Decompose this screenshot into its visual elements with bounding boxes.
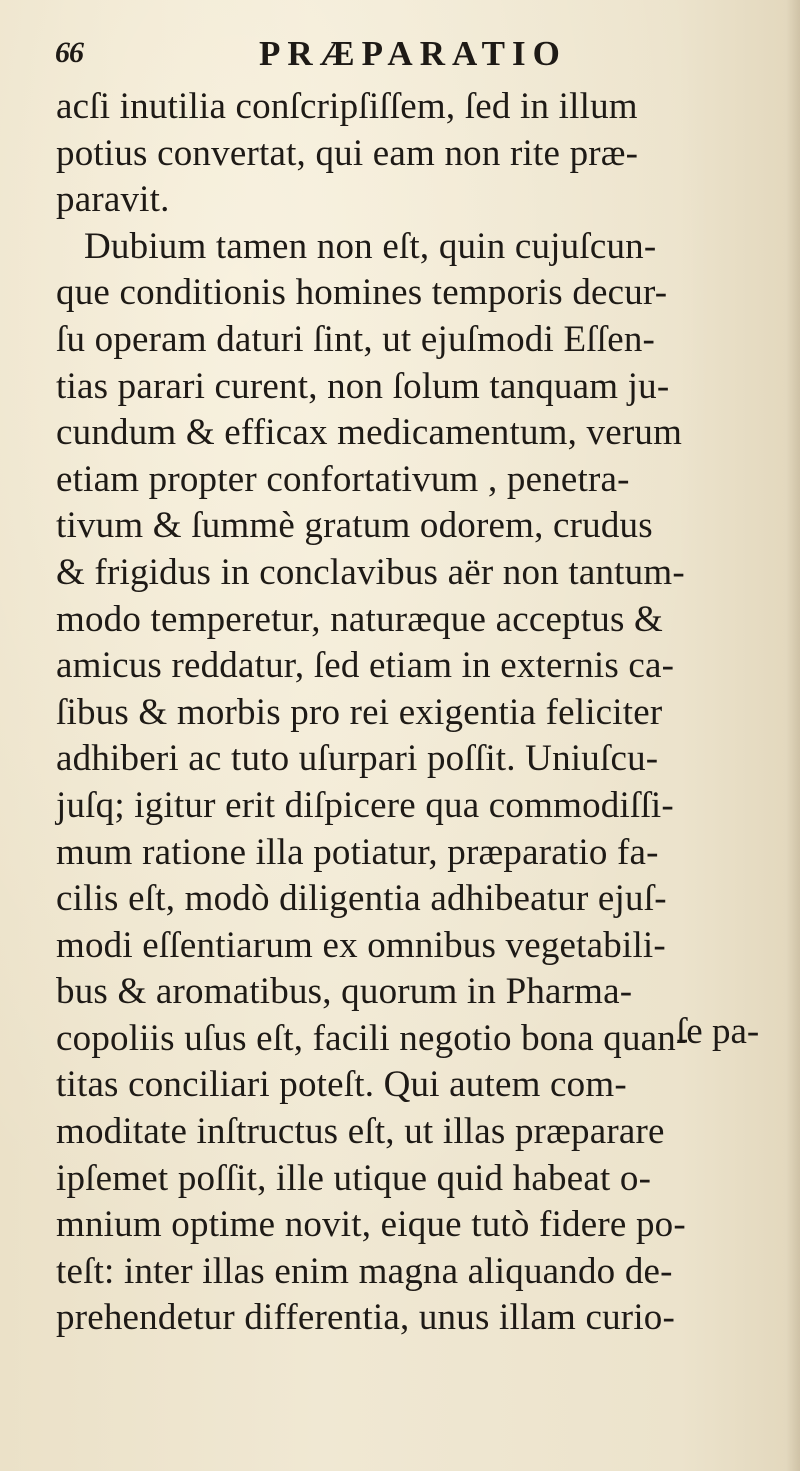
text-line: modi eſſentiarum ex omnibus vegetabili- xyxy=(56,924,666,966)
text-line: ſu operam daturi ſint, ut ejuſmodi Eſſen- xyxy=(56,318,656,360)
catchword: ſe pa- xyxy=(676,1011,760,1052)
text-line: titas conciliari poteſt. Qui autem com- xyxy=(56,1064,627,1106)
text-line: acſi inutilia conſcripſiſſem, ſed in illum xyxy=(56,86,638,127)
text-line: moditate inſtructus eſt, ut illas præparare xyxy=(56,1111,665,1153)
page-edge-shadow xyxy=(786,0,800,1471)
text-line: cilis eſt, modò diligentia adhibeatur ejuſ- xyxy=(56,878,667,920)
running-head: PRÆPARATIO xyxy=(259,34,567,73)
text-line: cundum & efficax medicamentum, verum xyxy=(56,412,683,454)
text-line: potius convertat, qui eam non rite præ- xyxy=(56,132,639,174)
text-line: & frigidus in conclavibus aër non tantum- xyxy=(56,551,685,593)
text-line: juſq; igitur erit diſpicere qua commodiſſi- xyxy=(56,784,674,826)
text-line: prehendetur differentia, unus illam curio- xyxy=(56,1297,676,1339)
text-line: modo temperetur, naturæque acceptus & xyxy=(56,598,663,640)
page-number: 66 xyxy=(55,36,83,69)
text-line: amicus reddatur, ſed etiam in externis ca- xyxy=(56,645,675,687)
text-line: ipſemet poſſit, ille utique quid habeat o- xyxy=(56,1157,652,1199)
text-line: tias parari curent, non ſolum tanquam ju- xyxy=(56,365,670,407)
text-line: bus & aromatibus, quorum in Pharma- xyxy=(56,971,633,1013)
text-line: adhiberi ac tuto uſurpari poſſit. Uniuſcu- xyxy=(56,738,659,780)
text-line: teſt: inter illas enim magna aliquando de- xyxy=(56,1250,673,1292)
text-line: mum ratione illa potiatur, præparatio fa- xyxy=(56,831,659,873)
text-line: ſibus & morbis pro rei exigentia feliciter xyxy=(56,691,663,733)
text-line: Dubium tamen non eſt, quin cujuſcun- xyxy=(84,225,657,267)
text-line: tivum & ſummè gratum odorem, crudus xyxy=(56,505,653,547)
page-header xyxy=(55,34,755,78)
text-line: mnium optime novit, eique tutò fidere po- xyxy=(56,1204,686,1246)
text-line: copoliis uſus eſt, facili negotio bona quan- xyxy=(56,1017,689,1059)
text-line: que conditionis homines temporis decur- xyxy=(56,272,668,314)
text-line: etiam propter confortativum , penetra- xyxy=(56,458,630,500)
body-text xyxy=(56,84,786,1342)
text-line: paravit. xyxy=(56,179,170,221)
